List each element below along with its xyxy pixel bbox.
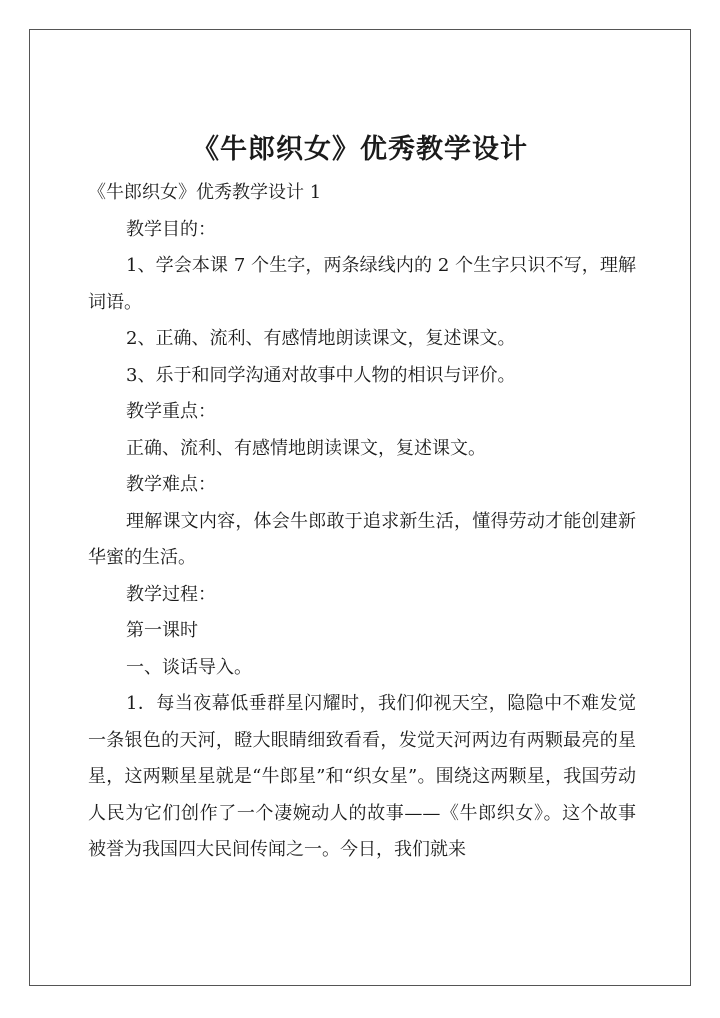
key-points-text: 正确、流利、有感情地朗读课文，复述课文。 — [126, 437, 486, 459]
label-key-points: 教学重点： — [126, 401, 216, 422]
document-title: 《牛郎织女》优秀教学设计 — [192, 134, 528, 166]
step-intro-text: 1．每当夜幕低垂群星闪耀时，我们仰视天空，隐隐中不难发觉一条银色的天河，瞪大眼睛细致看看，发觉天河两边有两颗最亮的星星，这两颗星星就是“牛郎星”和“织女星”。围绕这两颗星，我国劳动人民为它们创作了一个凄婉动人的故事——《牛郎织女》。这个故事被誉为我国四大民间传闻之一。今日，我们就来 — [88, 693, 636, 860]
objective-3: 3、乐于和同学沟通对故事中人物的相识与评价。 — [126, 364, 516, 386]
section-heading: 《牛郎织女》优秀教学设计 1 — [88, 182, 322, 203]
label-process: 教学过程： — [126, 583, 216, 605]
objective-2: 2、正确、流利、有感情地朗读课文，复述课文。 — [126, 328, 516, 349]
objective-1: 1、学会本课 7 个生字，两条绿线内的 2 个生字只识不写，理解词语。 — [88, 255, 636, 313]
step-intro-heading: 一、谈话导入。 — [126, 656, 252, 678]
lesson-one-heading: 第一课时 — [126, 620, 198, 641]
document-body — [88, 175, 636, 869]
difficulties-text: 理解课文内容，体会牛郎敢于追求新生活，懂得劳动才能创建新华蜜的生活。 — [88, 510, 636, 568]
label-difficulties: 教学难点： — [126, 474, 216, 495]
label-objectives: 教学目的： — [126, 218, 216, 240]
